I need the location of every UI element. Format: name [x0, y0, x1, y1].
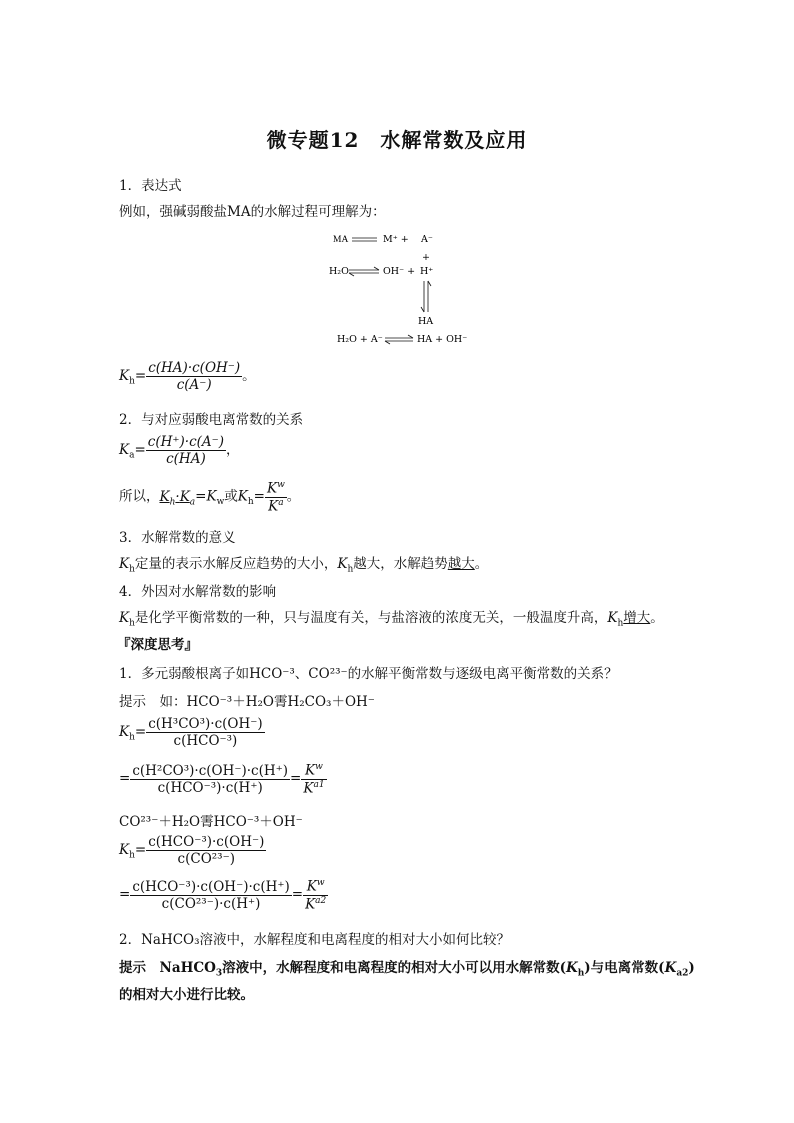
- formula-1: $K_h=$ $\frac{\text{c(H³CO³)·c(OH⁻)}}{\text{c(HCO⁻³)}}$: [119, 716, 263, 749]
- question-1: 1．多元弱酸根离子如HCO⁻³、CO²³⁻的水解平衡常数与逐级电离平衡常数的关系？: [119, 666, 618, 682]
- scheme-oh: OH⁻ +: [383, 266, 416, 277]
- section-3-text: $K_h$定量的表示水解反应趋势的大小，$K_h$越大，水解趋势越大。: [119, 556, 489, 575]
- section-4-text: $K_h$是化学平衡常数的一种，只与温度有关，与盐溶液的浓度无关，一般温度升高，$K_h$增大。: [119, 610, 664, 629]
- kh-denominator: c(A⁻): [176, 377, 212, 393]
- ka-denominator: c(HA): [166, 451, 206, 467]
- scheme-net-right: HA + OH⁻: [417, 334, 468, 345]
- formula-4: = $\frac{\text{c(HCO⁻³)·c(OH⁻)·c(H⁺)}}{\text{c(CO²³⁻)·c(H⁺)}}$ = $\frac{K^w}{K^{a2}}$: [119, 878, 327, 912]
- question-2-hint: 提示 NaHCO$_3$溶液中，水解程度和电离程度的相对大小可以用水解常数$(K_h)$与电离常数$(K_{a2})$: [119, 960, 695, 979]
- scheme-net-left: H₂O + A⁻: [337, 334, 383, 345]
- kh-expression: $K_h=$ $\frac{c(HA)\cdot c(OH^-)}{c(A^-)}$ 。: [119, 360, 256, 393]
- scheme-h2o: H₂O: [329, 266, 349, 277]
- deep-thinking-label: 『深度思考』: [117, 637, 198, 653]
- question-2-hint-line-2: 的相对大小进行比较。: [119, 987, 254, 1003]
- section-4-heading: 4．外因对水解常数的影响: [119, 584, 277, 600]
- ka-expression: $K_a=$ $\frac{c(H^+)\cdot c(A^-)}{c(HA)}$ ，: [119, 434, 240, 467]
- page-title: 微专题12 水解常数及应用: [266, 128, 528, 152]
- kh-numerator: c(HA)·c(OH⁻): [148, 360, 241, 376]
- scheme-ha: HA: [418, 316, 434, 327]
- section-1-intro: 例如，强碱弱酸盐MA的水解过程可理解为：: [119, 204, 386, 220]
- scheme-ma: MA: [333, 235, 349, 245]
- scheme-a: A⁻: [421, 234, 433, 245]
- ka-numerator: c(H⁺)·c(A⁻): [147, 434, 225, 450]
- formula-3: $K_h=$ $\frac{\text{c(HCO⁻³)·c(OH⁻)}}{\text{c(CO²³⁻)}}$: [119, 834, 265, 867]
- scheme-h: H⁺: [420, 266, 434, 277]
- section-3-heading: 3．水解常数的意义: [119, 530, 236, 546]
- co3-equation: CO²³⁻＋H₂O䨝HCO⁻³＋OH⁻: [119, 814, 303, 830]
- hydrolysis-scheme: [325, 226, 495, 348]
- section-2-heading: 2．与对应弱酸电离常数的关系: [119, 412, 304, 428]
- section-1-heading: 1．表达式: [119, 178, 182, 194]
- scheme-plus: +: [422, 252, 430, 263]
- formula-2: = $\frac{\text{c(H²CO³)·c(OH⁻)·c(H⁺)}}{\text{c(HCO⁻³)·c(H⁺)}}$ = $\frac{K^w}{K^{a1}}$: [119, 762, 325, 796]
- question-2: 2．NaHCO₃溶液中，水解程度和电离程度的相对大小如何比较？: [119, 932, 511, 948]
- scheme-m: M⁺ +: [383, 234, 409, 245]
- relation-line: 所以，$K_h\cdot K_a=K_w$或$K_h=$ $\frac{K^w}{K^a}$ 。: [119, 480, 301, 514]
- question-1-hint: 提示 如：HCO⁻³＋H₂O䨝H₂CO₃＋OH⁻: [119, 694, 375, 710]
